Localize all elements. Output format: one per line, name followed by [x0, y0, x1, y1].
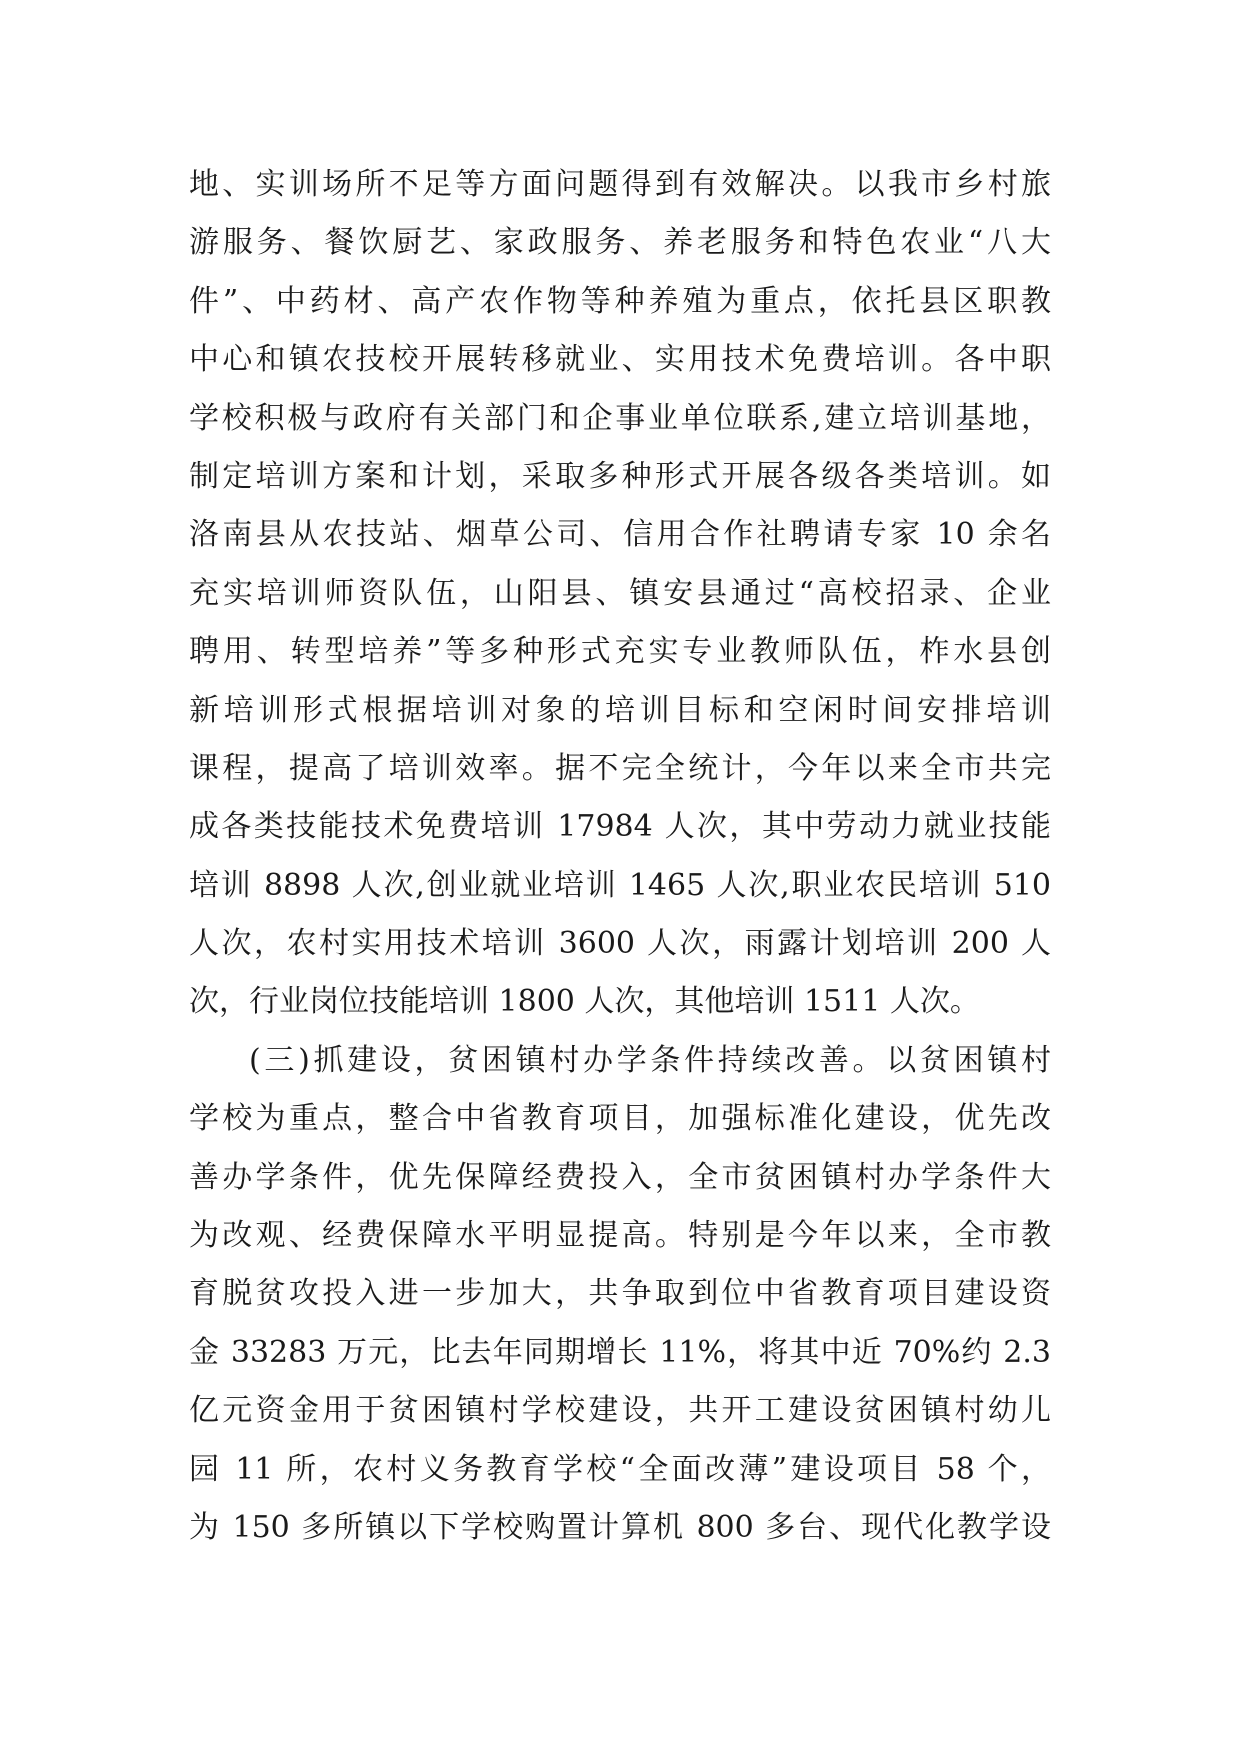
- text-line: 亿元资金用于贫困镇村学校建设，共开工建设贫困镇村幼儿: [189, 1393, 1051, 1429]
- text-line: 制定培训方案和计划，采取多种形式开展各级各类培训。如: [189, 458, 1051, 494]
- text-line: 学校为重点，整合中省教育项目，加强标准化建设，优先改: [189, 1101, 1051, 1137]
- text-line: 洛南县从农技站、烟草公司、信用合作社聘请专家 10 余名: [189, 517, 1051, 553]
- paragraph-end-line: 次，行业岗位技能培训 1800 人次，其他培训 1511 人次。: [189, 984, 980, 1020]
- text-line: 中心和镇农技校开展转移就业、实用技术免费培训。各中职: [189, 342, 1051, 378]
- text-line: 金 33283 万元，比去年同期增长 11%，将其中近 70%约 2.3: [189, 1334, 1051, 1370]
- text-line: 园 11 所，农村义务教育学校“全面改薄”建设项目 58 个，: [189, 1451, 1051, 1487]
- text-line: 培训 8898 人次,创业就业培训 1465 人次,职业农民培训 510: [189, 867, 1051, 903]
- text-line: 人次，农村实用技术培训 3600 人次，雨露计划培训 200 人: [189, 926, 1051, 962]
- text-line: 游服务、餐饮厨艺、家政服务、养老服务和特色农业“八大: [189, 225, 1051, 261]
- text-line: 件”、中药材、高产农作物等种养殖为重点，依托县区职教: [189, 283, 1051, 319]
- text-line: 成各类技能技术免费培训 17984 人次，其中劳动力就业技能: [189, 809, 1051, 845]
- text-line: 地、实训场所不足等方面问题得到有效解决。以我市乡村旅: [189, 167, 1051, 202]
- text-line: 课程，提高了培训效率。据不完全统计，今年以来全市共完: [189, 750, 1051, 786]
- section-heading-line: (三)抓建设，贫困镇村办学条件持续改善。以贫困镇村: [249, 1042, 1051, 1078]
- text-line: 聘用、转型培养”等多种形式充实专业教师队伍，柞水县创: [189, 634, 1051, 670]
- text-line: 学校积极与政府有关部门和企事业单位联系,建立培训基地，: [189, 400, 1051, 436]
- text-line: 为 150 多所镇以下学校购置计算机 800 多台、现代化教学设: [189, 1509, 1051, 1545]
- text-line: 善办学条件，优先保障经费投入，全市贫困镇村办学条件大: [189, 1159, 1051, 1195]
- text-line: 育脱贫攻投入进一步加大，共争取到位中省教育项目建设资: [189, 1276, 1051, 1312]
- text-line: 充实培训师资队伍，山阳县、镇安县通过“高校招录、企业: [189, 575, 1051, 611]
- text-line: 新培训形式根据培训对象的培训目标和空闲时间安排培训: [189, 692, 1051, 728]
- body-text: [189, 156, 1051, 1557]
- text-line: 为改观、经费保障水平明显提高。特别是今年以来，全市教: [189, 1218, 1051, 1254]
